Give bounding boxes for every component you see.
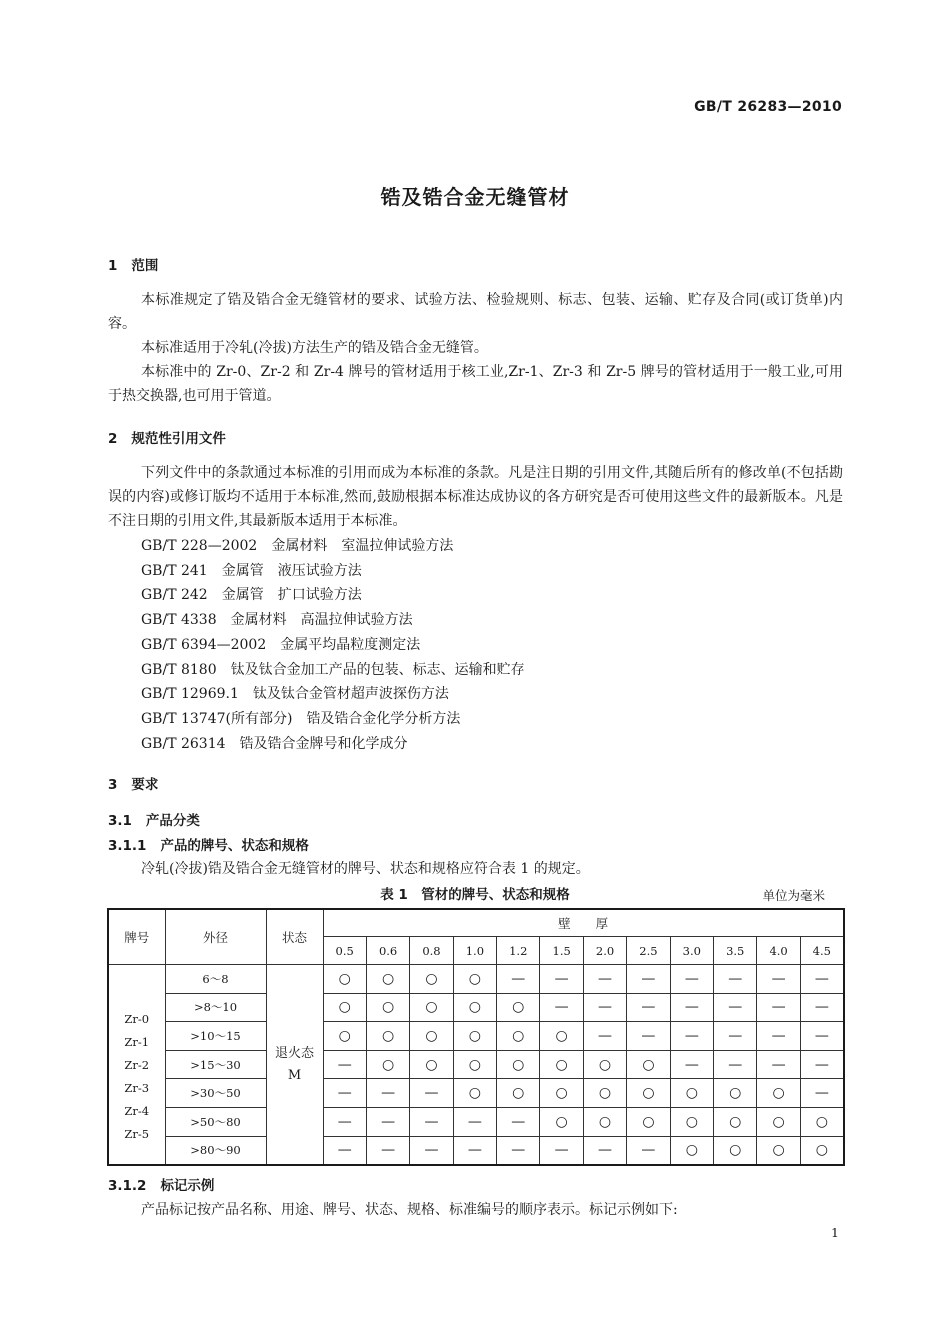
grade-label: Zr-2: [124, 1057, 150, 1072]
availability-cell: ○: [540, 1107, 583, 1136]
availability-cell: ○: [670, 1136, 713, 1165]
reference-code: GB/T 26314: [141, 735, 226, 752]
availability-cell: ○: [670, 1079, 713, 1108]
state-label: M: [287, 1067, 302, 1083]
thickness-header-cell: 3.0: [670, 937, 713, 965]
availability-cell: ○: [323, 965, 366, 994]
availability-cell: —: [497, 1136, 540, 1165]
grade-label: Zr-0: [124, 1011, 150, 1026]
availability-cell: ○: [453, 1050, 496, 1079]
section-2-heading: [108, 427, 226, 447]
table-row: [108, 1136, 844, 1165]
availability-cell: ○: [714, 1079, 757, 1108]
paragraph: 本标准中的 Zr-0、Zr-2 和 Zr-4 牌号的管材适用于核工业,Zr-1、Zr-3 和 Zr-5 牌号的管材适用于一般工业,可用于热交换器,也可用于管道。: [108, 364, 843, 404]
availability-cell: —: [670, 993, 713, 1022]
availability-cell: —: [800, 1050, 844, 1079]
section-number: 3.1: [108, 813, 132, 829]
availability-cell: ○: [757, 1136, 800, 1165]
availability-cell: —: [540, 965, 583, 994]
reference-item: [141, 534, 525, 559]
reference-item: [141, 559, 525, 584]
availability-cell: ○: [323, 993, 366, 1022]
availability-cell: —: [670, 965, 713, 994]
reference-code: GB/T 12969.1: [141, 686, 239, 703]
outer-diameter-cell: >50～80: [165, 1107, 266, 1136]
grade-list-cell: [108, 965, 165, 1166]
availability-cell: —: [497, 965, 540, 994]
availability-cell: —: [627, 1022, 670, 1051]
reference-title: 金属材料 高温拉伸试验方法: [230, 612, 413, 629]
reference-title: 锆及锆合金化学分析方法: [306, 710, 461, 727]
availability-cell: —: [323, 1136, 366, 1165]
state-label: 退火态: [274, 1045, 314, 1061]
outer-diameter-cell: >80～90: [165, 1136, 266, 1165]
grade-label: Zr-3: [124, 1080, 150, 1095]
availability-cell: —: [583, 1022, 626, 1051]
table-row: [108, 1050, 844, 1079]
availability-cell: ○: [366, 993, 409, 1022]
availability-cell: ○: [800, 1136, 844, 1165]
availability-cell: ○: [583, 1079, 626, 1108]
availability-cell: ○: [540, 1079, 583, 1108]
availability-cell: ○: [627, 1107, 670, 1136]
thickness-header-cell: 4.5: [800, 937, 844, 965]
document-title: 锆及锆合金无缝管材: [380, 185, 570, 209]
reference-title: 钛及钛合金管材超声波探伤方法: [252, 686, 449, 703]
paragraph: 本标准适用于冷轧(冷拔)方法生产的锆及锆合金无缝管。: [141, 340, 488, 356]
outer-diameter-cell: 6～8: [165, 965, 266, 994]
availability-cell: ○: [583, 1050, 626, 1079]
section-title: 产品分类: [145, 813, 200, 829]
reference-code: GB/T 8180: [141, 661, 217, 678]
section-title: 范围: [131, 258, 159, 274]
table-caption: 表 1 管材的牌号、状态和规格: [380, 887, 570, 903]
table-unit-note: 单位为毫米: [762, 888, 825, 903]
availability-cell: ○: [410, 1022, 453, 1051]
availability-cell: —: [670, 1050, 713, 1079]
reference-title: 金属材料 室温拉伸试验方法: [271, 538, 454, 554]
availability-cell: ○: [453, 965, 496, 994]
availability-cell: —: [714, 1022, 757, 1051]
availability-cell: ○: [497, 1022, 540, 1051]
availability-cell: ○: [497, 993, 540, 1022]
section-3-1-heading: [108, 809, 200, 829]
availability-cell: —: [627, 1136, 670, 1165]
availability-cell: ○: [757, 1079, 800, 1108]
reference-code: GB/T 241: [141, 562, 208, 579]
availability-cell: ○: [410, 993, 453, 1022]
thickness-header-cell: 1.2: [497, 937, 540, 965]
thickness-header-cell: 2.5: [627, 937, 670, 965]
thickness-header-cell: 1.0: [453, 937, 496, 965]
availability-cell: ○: [410, 965, 453, 994]
availability-cell: —: [497, 1107, 540, 1136]
availability-cell: —: [366, 1079, 409, 1108]
section-number: 1: [108, 258, 118, 274]
outer-diameter-header: 外径: [165, 909, 266, 965]
paragraph: 本标准规定了锆及锆合金无缝管材的要求、试验方法、检验规则、标志、包装、运输、贮存及合同(或订货单)内容。: [108, 292, 843, 332]
state-header: 状态: [266, 909, 323, 965]
availability-cell: —: [410, 1136, 453, 1165]
availability-cell: —: [540, 1136, 583, 1165]
section-number: 3: [108, 777, 118, 793]
availability-cell: —: [714, 965, 757, 994]
section-2-body: [108, 461, 843, 533]
availability-cell: ○: [323, 1022, 366, 1051]
availability-cell: —: [714, 993, 757, 1022]
availability-cell: ○: [800, 1107, 844, 1136]
section-3-1-1-heading: [108, 834, 309, 854]
wall-thickness-header: 壁 厚: [323, 909, 844, 937]
section-title: 标记示例: [160, 1178, 215, 1194]
availability-cell: —: [757, 993, 800, 1022]
availability-cell: —: [366, 1136, 409, 1165]
reference-code: GB/T 13747(所有部分): [141, 710, 293, 727]
availability-cell: ○: [453, 1022, 496, 1051]
reference-title: 金属管 液压试验方法: [221, 562, 362, 579]
availability-cell: ○: [627, 1079, 670, 1108]
availability-cell: —: [800, 965, 844, 994]
table-row: [108, 1107, 844, 1136]
availability-cell: —: [800, 993, 844, 1022]
table-row: [108, 993, 844, 1022]
availability-cell: —: [323, 1050, 366, 1079]
section-3-1-1-text: 冷轧(冷拔)锆及锆合金无缝管材的牌号、状态和规格应符合表 1 的规定。: [141, 861, 590, 877]
reference-item: [141, 732, 525, 757]
availability-cell: —: [583, 993, 626, 1022]
availability-cell: ○: [410, 1050, 453, 1079]
availability-cell: ○: [714, 1136, 757, 1165]
section-3-1-2-text: 产品标记按产品名称、用途、牌号、状态、规格、标准编号的顺序表示。标记示例如下:: [141, 1202, 678, 1218]
availability-cell: —: [583, 1136, 626, 1165]
section-1-body: [108, 288, 843, 408]
availability-cell: —: [583, 965, 626, 994]
grade-label: Zr-5: [124, 1126, 150, 1141]
page-number: 1: [831, 1225, 839, 1240]
reference-item: [141, 682, 525, 707]
availability-cell: ○: [714, 1107, 757, 1136]
outer-diameter-cell: >8～10: [165, 993, 266, 1022]
section-title: 要求: [131, 777, 159, 793]
section-number: 3.1.1: [108, 838, 147, 854]
section-title: 产品的牌号、状态和规格: [160, 838, 309, 854]
availability-cell: ○: [453, 1079, 496, 1108]
availability-cell: —: [800, 1079, 844, 1108]
reference-title: 金属平均晶粒度测定法: [280, 636, 421, 653]
availability-cell: —: [410, 1107, 453, 1136]
reference-item: [141, 707, 525, 732]
thickness-header-cell: 0.6: [366, 937, 409, 965]
availability-cell: ○: [366, 1050, 409, 1079]
section-3-1-2-heading: [108, 1174, 214, 1194]
availability-cell: ○: [453, 993, 496, 1022]
reference-title: 锆及锆合金牌号和化学成分: [239, 735, 408, 752]
outer-diameter-cell: >15～30: [165, 1050, 266, 1079]
availability-cell: ○: [497, 1079, 540, 1108]
state-cell: [266, 965, 323, 1166]
section-title: 规范性引用文件: [131, 431, 226, 447]
section-3-heading: [108, 773, 158, 793]
availability-cell: ○: [540, 1050, 583, 1079]
reference-title: 钛及钛合金加工产品的包装、标志、运输和贮存: [230, 661, 525, 678]
availability-cell: —: [410, 1079, 453, 1108]
thickness-header-cell: 0.8: [410, 937, 453, 965]
grade-label: Zr-1: [124, 1034, 150, 1049]
availability-cell: —: [453, 1136, 496, 1165]
section-number: 3.1.2: [108, 1178, 147, 1194]
reference-item: [141, 608, 525, 633]
availability-cell: ○: [583, 1107, 626, 1136]
availability-cell: —: [323, 1107, 366, 1136]
thickness-header-cell: 1.5: [540, 937, 583, 965]
table-row: [108, 965, 844, 994]
table-header-row: [108, 909, 844, 937]
outer-diameter-cell: >10～15: [165, 1022, 266, 1051]
availability-cell: —: [627, 965, 670, 994]
reference-code: GB/T 6394—2002: [141, 636, 267, 653]
grade-label: Zr-4: [124, 1103, 150, 1118]
availability-cell: —: [627, 993, 670, 1022]
availability-cell: —: [453, 1107, 496, 1136]
availability-cell: ○: [497, 1050, 540, 1079]
availability-cell: ○: [540, 1022, 583, 1051]
thickness-header-cell: 0.5: [323, 937, 366, 965]
availability-cell: ○: [366, 965, 409, 994]
availability-cell: ○: [757, 1107, 800, 1136]
reference-title: 金属管 扩口试验方法: [221, 587, 362, 604]
availability-cell: —: [757, 1050, 800, 1079]
grade-state-size-table: [107, 908, 845, 1166]
availability-cell: —: [670, 1022, 713, 1051]
normative-reference-list: [141, 534, 525, 756]
availability-cell: ○: [627, 1050, 670, 1079]
availability-cell: —: [714, 1050, 757, 1079]
availability-cell: ○: [670, 1107, 713, 1136]
availability-cell: —: [366, 1107, 409, 1136]
reference-code: GB/T 242: [141, 587, 208, 604]
availability-cell: —: [540, 993, 583, 1022]
paragraph: 下列文件中的条款通过本标准的引用而成为本标准的条款。凡是注日期的引用文件,其随后所有的修改单(不包括勘误的内容)或修订版均不适用于本标准,然而,鼓励根据本标准达成协议的各方研究是否可使用这些文件的最新版本。凡是不注日期的引用文件,其最新版本适用于本标准。: [108, 465, 843, 529]
section-1-heading: [108, 254, 158, 274]
reference-item: [141, 583, 525, 608]
section-number: 2: [108, 431, 118, 447]
grade-header: 牌号: [108, 909, 165, 965]
availability-cell: —: [323, 1079, 366, 1108]
availability-cell: —: [757, 1022, 800, 1051]
reference-code: GB/T 4338: [141, 612, 217, 629]
reference-code: GB/T 228—2002: [141, 538, 258, 554]
reference-item: [141, 633, 525, 658]
thickness-header-cell: 4.0: [757, 937, 800, 965]
availability-cell: —: [757, 965, 800, 994]
thickness-header-cell: 3.5: [714, 937, 757, 965]
reference-item: [141, 658, 525, 683]
outer-diameter-cell: >30～50: [165, 1079, 266, 1108]
thickness-header-cell: 2.0: [583, 937, 626, 965]
standard-number: GB/T 26283—2010: [694, 99, 842, 115]
table-row: [108, 1022, 844, 1051]
availability-cell: ○: [366, 1022, 409, 1051]
table-row: [108, 1079, 844, 1108]
availability-cell: —: [800, 1022, 844, 1051]
